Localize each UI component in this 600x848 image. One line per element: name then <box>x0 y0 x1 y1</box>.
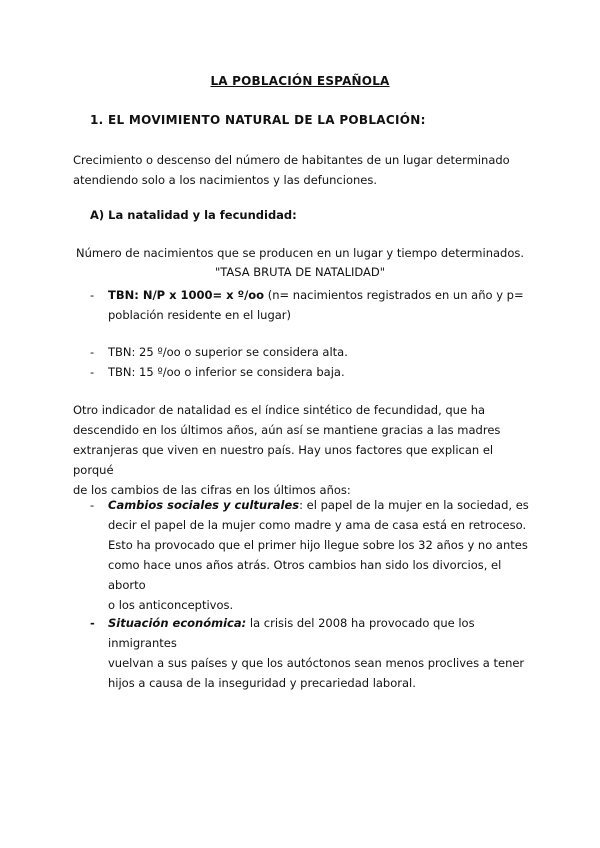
bullet-dash: - <box>90 616 95 630</box>
fertility-line-2: descendido en los últimos años, aún así se mantiene gracias a las madres <box>73 423 501 437</box>
tbn-formula: TBN: N/P x 1000= x º/oo <box>108 288 265 302</box>
intro-paragraph <box>73 150 543 190</box>
bullet-dash: - <box>90 365 95 379</box>
factor-social-label: Cambios sociales y culturales <box>108 498 300 512</box>
fertility-paragraph <box>73 400 523 500</box>
tbn-high-text: TBN: 25 º/oo o superior se considera alta. <box>108 345 348 359</box>
factor-social-line-1: : el papel de la mujer en la sociedad, es <box>299 498 529 512</box>
fertility-line-1: Otro indicador de natalidad es el índice sintético de fecundidad, que ha <box>73 403 486 417</box>
definition-term: "TASA BRUTA DE NATALIDAD" <box>214 265 386 279</box>
factor-economic-line-2: vuelvan a sus países y que los autóctonos sean menos proclives a tener <box>108 656 525 670</box>
tbn-low-item <box>90 362 530 382</box>
factor-social-item <box>90 495 530 615</box>
factor-economic-line-3: hijos a causa de la inseguridad y precariedad laboral. <box>108 676 416 690</box>
factor-social-line-2: decir el papel de la mujer como madre y ama de casa está en retroceso. <box>108 518 527 532</box>
bullet-dash: - <box>90 288 95 302</box>
document-title: LA POBLACIÓN ESPAÑOLA <box>210 74 390 88</box>
factor-social-line-3: Esto ha provocado que el primer hijo llegue sobre los 32 años y no antes <box>108 538 528 552</box>
intro-line-1: Crecimiento o descenso del número de habitantes de un lugar determinado <box>73 153 510 167</box>
section-heading-1: 1. EL MOVIMIENTO NATURAL DE LA POBLACIÓN: <box>90 113 426 127</box>
factor-economic-item <box>90 613 530 693</box>
intro-line-2: atendiendo solo a los nacimientos y las defunciones. <box>73 173 377 187</box>
tbn-formula-item <box>90 285 530 325</box>
fertility-line-4: de los cambios de las cifras en los últimos años: <box>73 483 351 497</box>
tbn-formula-note-2: población residente en el lugar) <box>108 308 292 322</box>
tbn-low-text: TBN: 15 º/oo o inferior se considera baja. <box>108 365 345 379</box>
bullet-dash: - <box>90 345 95 359</box>
factor-social-line-4: como hace unos años atrás. Otros cambios han sido los divorcios, el aborto <box>108 558 502 592</box>
factor-social-line-5: o los anticonceptivos. <box>108 598 234 612</box>
fertility-line-3: extranjeras que viven en nuestro país. Hay unos factores que explican el porqué <box>73 443 494 477</box>
factor-economic-line-1: la crisis del 2008 ha provocado que los inmigrantes <box>108 616 475 650</box>
factor-economic-label: Situación económica: <box>108 616 247 630</box>
bullet-dash: - <box>90 498 95 512</box>
tbn-high-item <box>90 342 530 362</box>
tbn-formula-note: (n= nacimientos registrados en un año y p= <box>264 288 524 302</box>
definition-line: Número de nacimientos que se producen en un lugar y tiempo determinados. <box>75 246 525 260</box>
subsection-heading-a: A) La natalidad y la fecundidad: <box>90 208 297 222</box>
